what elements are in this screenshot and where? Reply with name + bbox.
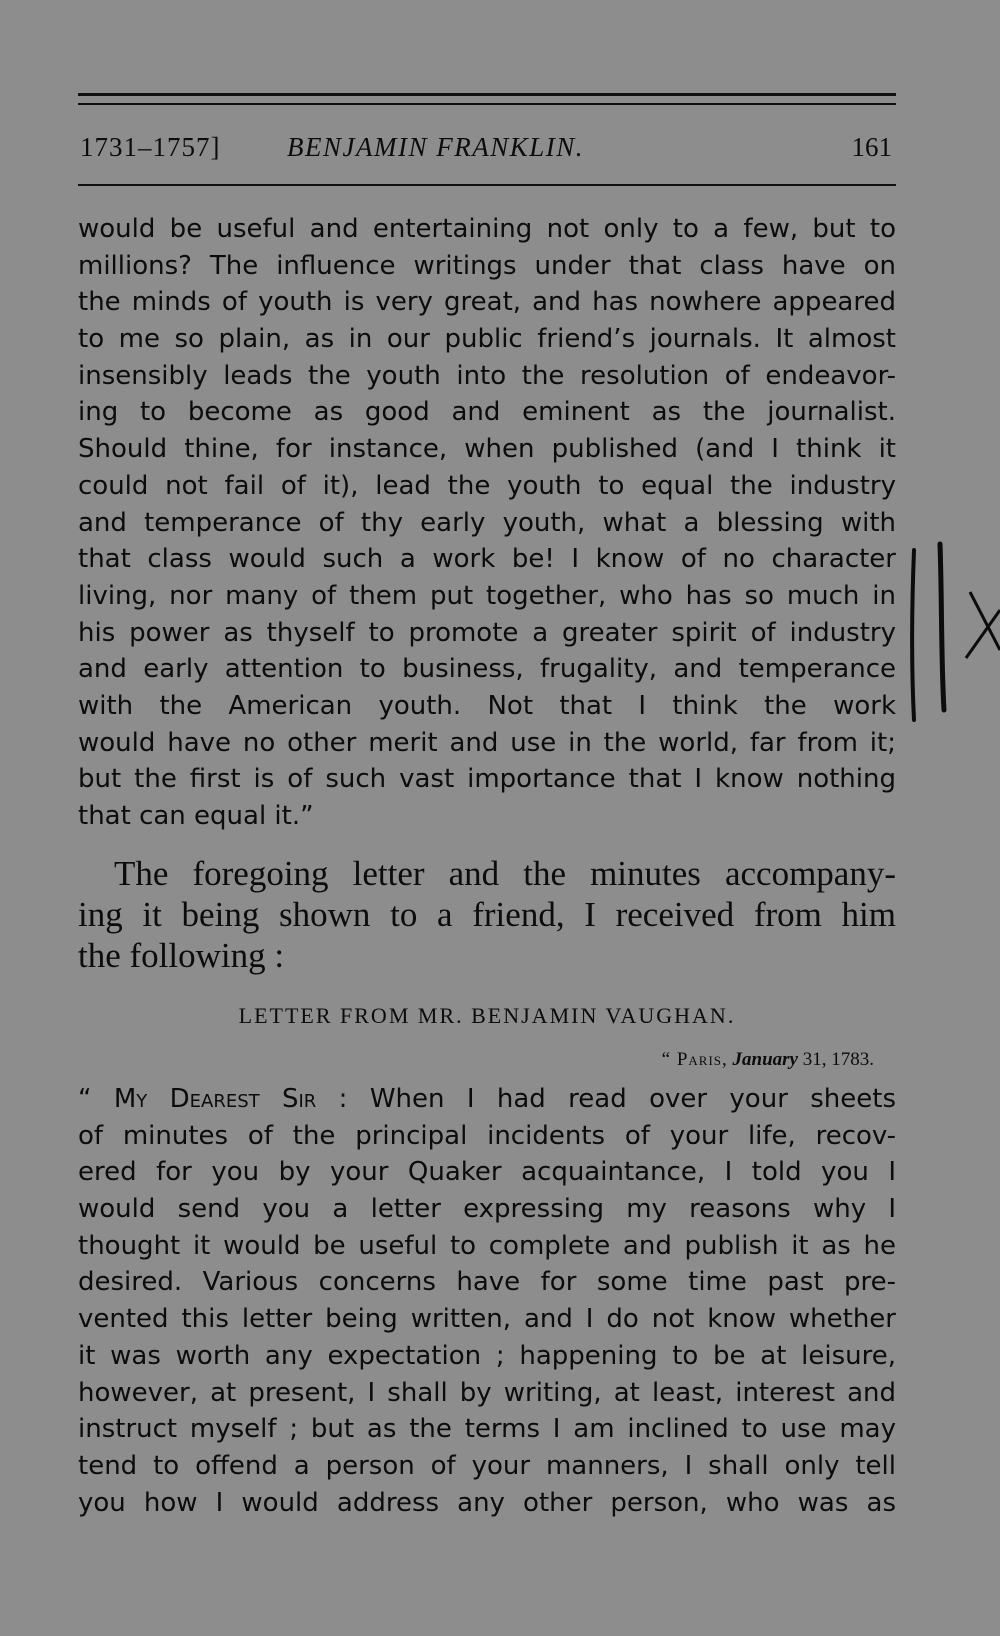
letter-heading: LETTER FROM MR. BENJAMIN VAUGHAN. <box>238 1003 736 1028</box>
dateline-month: January <box>732 1049 798 1070</box>
text-line: but the first is of such vast importance that I know nothing <box>78 764 896 795</box>
top-rule-upper <box>78 93 896 96</box>
header-bottom-rule <box>78 184 896 186</box>
text-line: could not fail of it), lead the youth to equal the industry <box>78 470 896 501</box>
text-line: that can equal it.” <box>78 801 314 831</box>
text-line: of minutes of the principal incidents of your life, recov- <box>78 1120 896 1151</box>
text-line: would be useful and entertaining not only to a few, but to <box>78 214 896 244</box>
letter-body <box>78 1081 896 1521</box>
first-line-text: When I had read over your sheets <box>369 1084 896 1114</box>
paragraph-1 <box>78 211 896 835</box>
salutation: “ My Dearest Sir : <box>78 1084 348 1114</box>
paragraph-2 <box>78 853 896 976</box>
text-line: living, nor many of them put together, who has so much in <box>78 580 896 611</box>
text-line: that class would such a work be! I know of no character <box>78 544 896 575</box>
text-line: insensibly leads the youth into the resolution of endeavor- <box>78 360 896 391</box>
text-line: however, at present, I shall by writing, at least, interest and <box>78 1377 896 1408</box>
text-line: ing to become as good and eminent as the journalist. <box>78 397 896 428</box>
text-line: with the American youth. Not that I think the work <box>78 690 896 721</box>
text-line: would have no other merit and use in the world, far from it; <box>78 727 896 758</box>
text-line: Should thine, for instance, when published (and I think it <box>78 434 896 465</box>
text-line: tend to offend a person of your manners, I shall only tell <box>78 1450 896 1481</box>
text-line: vented this letter being written, and I do not know whether <box>78 1304 896 1335</box>
text-line: and temperance of thy early youth, what a blessing with <box>78 507 896 538</box>
text-line: his power as thyself to promote a greater spirit of industry <box>78 617 896 648</box>
text-line: would send you a letter expressing my reasons why I <box>78 1194 896 1225</box>
letter-dateline <box>662 1045 874 1075</box>
text-line: ing it being shown to a friend, I received from him <box>78 895 896 934</box>
text-line: The foregoing letter and the minutes accompany- <box>114 854 896 893</box>
margin-annotation <box>908 540 1000 730</box>
text-line: instruct myself ; but as the terms I am inclined to use may <box>78 1414 896 1445</box>
text-line: desired. Various concerns have for some time past pre- <box>78 1267 896 1298</box>
text-line: ered for you by your Quaker acquaintance, I told you I <box>78 1157 896 1188</box>
dateline-place: “ Paris, <box>661 1049 728 1070</box>
text-line: to me so plain, as in our public friend’s journals. It almost <box>78 324 896 355</box>
running-head <box>78 127 896 167</box>
top-rule-lower <box>78 103 896 105</box>
text-line: it was worth any expectation ; happening to be at leisure, <box>78 1340 896 1371</box>
dateline-date: 31, 1783. <box>802 1049 874 1070</box>
running-head-years: 1731–1757] <box>80 132 221 162</box>
running-head-title: BENJAMIN FRANKLIN. <box>287 132 584 162</box>
text-line: the minds of youth is very great, and has nowhere appeared <box>78 287 896 318</box>
letter-first-line <box>78 1081 896 1118</box>
text-line: you how I would address any other person, who was as <box>78 1487 896 1518</box>
text-line: thought it would be useful to complete and publish it as he <box>78 1230 896 1261</box>
text-line: millions? The influence writings under that class have on <box>78 250 896 281</box>
text-line: and early attention to business, frugality, and temperance <box>78 654 896 685</box>
page-number: 161 <box>851 132 892 162</box>
text-line: the following : <box>78 936 285 975</box>
